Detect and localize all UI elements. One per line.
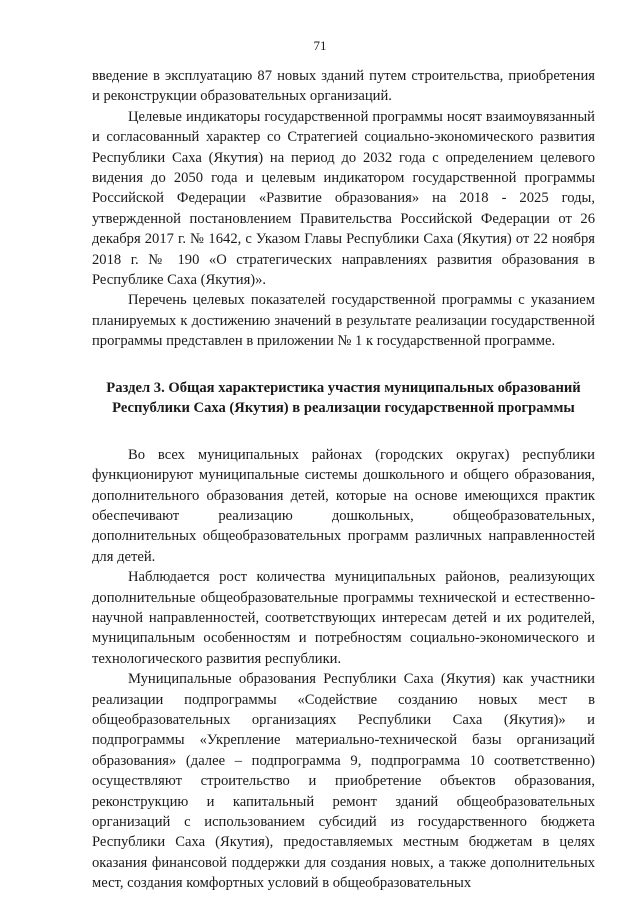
paragraph-municipal-participation: Муниципальные образования Республики Саха (Якутия) как участники реализации подпрограммы «Содействие созданию новых мест в общеобразовательных организациях Республики Саха (Якутия)» и подпрограммы «Укрепление материально-технической базы организаций образования» (далее – подпрограмма 9, подпрограмма 10 соответственно) осуществляют строительство и приобретение объектов образования, реконструкцию и капитальный ремонт зданий общеобразовательных организаций с использованием субсидий из государственного бюджета Республики Саха (Якутия), предоставляемых местным бюджетам в целях оказания финансовой поддержки для создания новых, а также дополнительных мест, создания комфортных условий в общеобразовательных — [92, 671, 595, 892]
paragraph-continued: введение в эксплуатацию 87 новых зданий путем строительства, приобретения и реконструкции образовательных организаций. — [92, 68, 595, 105]
section-heading-line-2: Республики Саха (Якутия) в реализации государственной программы — [112, 399, 575, 416]
paragraph-target-indicators: Целевые индикаторы государственной программы носят взаимоувязанный и согласованный характер со Стратегией социально-экономического развития Республики Саха (Якутия) на период до 2032 года с определением целевого видения до 2050 года и целевым индикатором государственной программы Российской Федерации «Развитие образования» на 2018 - 2025 годы, утвержденной постановлением Правительства Российской Федерации от 26 декабря 2017 г. № 1642, с Указом Главы Республики Саха (Якутия) от 22 ноября 2018 г. № 190 «О стратегических направлениях развития образования в Республике Саха (Якутия)». — [92, 108, 595, 289]
paragraph-growth: Наблюдается рост количества муниципальных районов, реализующих дополнительные общеобразовательные программы технической и естественно-научной направленностей, соответствующих интересам детей и их родителей, муниципальным особенностям и потребностям социально-экономического и технологического развития республики. — [92, 569, 595, 667]
page-number: 71 — [313, 38, 327, 53]
section-heading — [92, 378, 595, 418]
paragraph-municipal-systems: Во всех муниципальных районах (городских округах) республики функционируют муниципальные системы дошкольного и общего образования, дополнительного образования детей, которые на основе имеющихся практик обеспечивают реализацию дошкольных, общеобразовательных, дополнительных общеобразовательных программ различных направленностей для детей. — [92, 446, 595, 565]
paragraph-indicator-list: Перечень целевых показателей государственной программы с указанием планируемых к достижению значений в результате реализации государственной программы представлен в приложении № 1 к государственной программе. — [92, 292, 595, 350]
document-body — [92, 66, 595, 894]
section-heading-line-1: Раздел 3. Общая характеристика участия муниципальных образований — [106, 379, 581, 396]
